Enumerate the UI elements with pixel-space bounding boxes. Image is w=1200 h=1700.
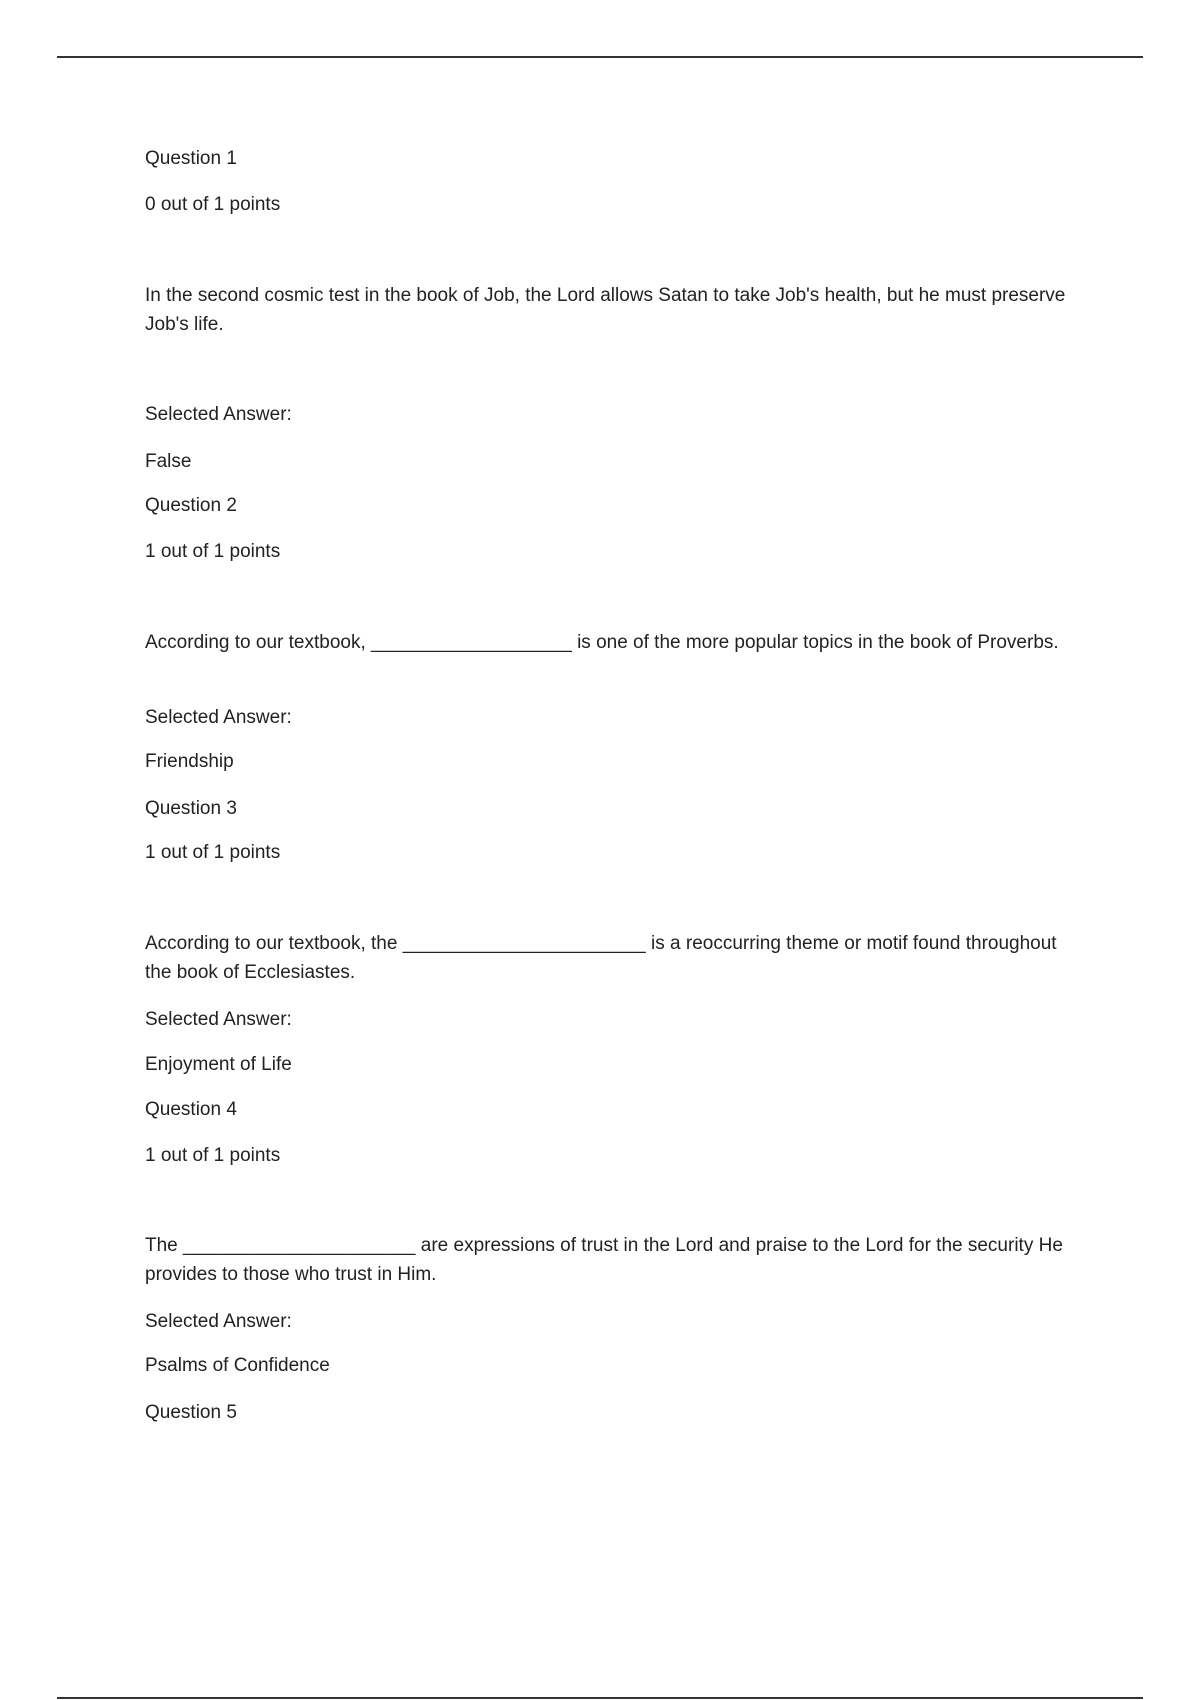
question-title: Question 4: [145, 1099, 237, 1120]
question-title: Question 5: [145, 1402, 237, 1423]
question-title: Question 3: [145, 798, 237, 819]
question-text: According to our textbook, the _______________________ is a reoccurring theme or motif found throughout the book of Ecclesiastes.: [145, 933, 1057, 983]
question-text: According to our textbook, ___________________ is one of the more popular topics in the book of Proverbs.: [145, 632, 1059, 653]
question-title: Question 2: [145, 495, 237, 516]
selected-answer-value: Enjoyment of Life: [145, 1054, 292, 1075]
selected-answer-label: Selected Answer:: [145, 1311, 292, 1332]
question-text: The ______________________ are expressions of trust in the Lord and praise to the Lord for the security He provides to those who trust in Him.: [145, 1235, 1063, 1285]
selected-answer-value: False: [145, 451, 192, 472]
question-text: In the second cosmic test in the book of Job, the Lord allows Satan to take Job's health, but he must preserve Job's life.: [145, 285, 1066, 335]
question-title: Question 1: [145, 148, 237, 169]
footer-rule: [57, 1697, 1143, 1699]
selected-answer-label: Selected Answer:: [145, 404, 292, 425]
header-rule: [57, 56, 1143, 58]
question-points: 0 out of 1 points: [145, 194, 281, 215]
selected-answer-value: Psalms of Confidence: [145, 1355, 330, 1376]
question-points: 1 out of 1 points: [145, 1145, 281, 1166]
selected-answer-value: Friendship: [145, 751, 234, 772]
selected-answer-label: Selected Answer:: [145, 1009, 292, 1030]
selected-answer-label: Selected Answer:: [145, 707, 292, 728]
question-points: 1 out of 1 points: [145, 842, 281, 863]
question-points: 1 out of 1 points: [145, 541, 281, 562]
